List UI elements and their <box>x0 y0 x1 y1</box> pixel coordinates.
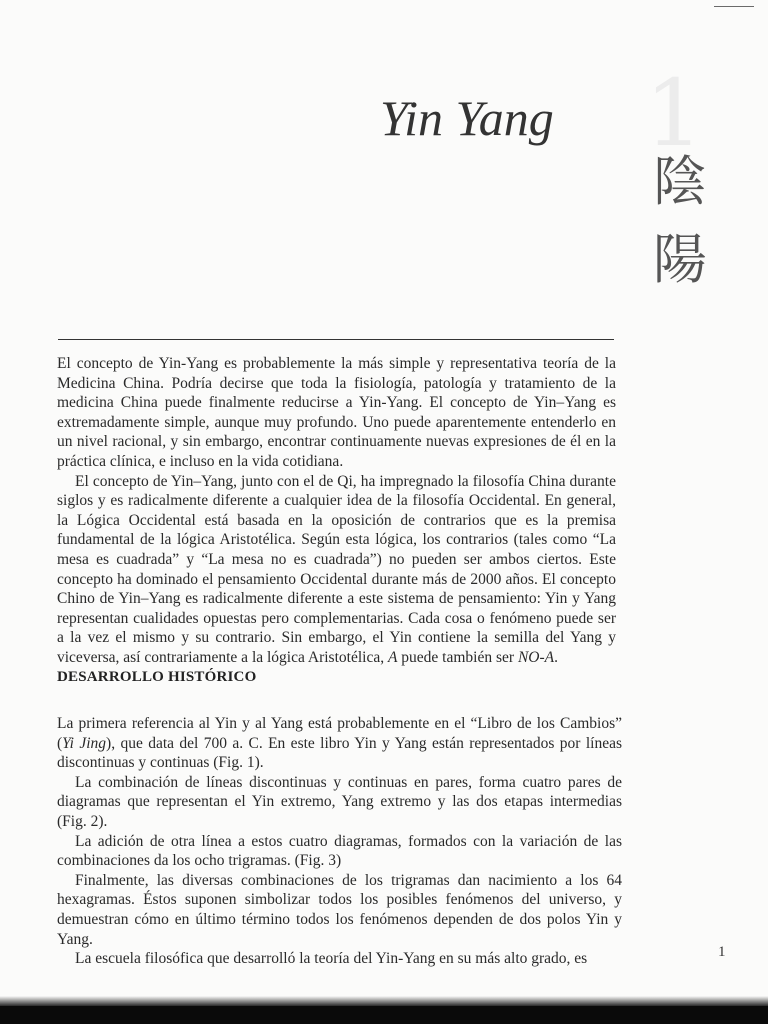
history-paragraph-5: La escuela filosófica que desarrolló la teoría del Yin-Yang en su más alto grado, es <box>75 950 588 968</box>
section-heading: DESARROLLO HISTÓRICO <box>57 669 257 685</box>
intro-paragraph-2-text: El concepto de Yin–Yang, junto con el de Qi, ha impregnado la filosofía China durante siglos y es radicalmente diferente a cualquier idea de la filosofía Occidental. En general, la Lógica Occidental está basada en la oposición de contrarios que es la premisa fundamental de la lógica Aristotélica. Según esta lógica, los contrarios (tales como “La mesa es cuadrada” y “La mesa no es cuadrada”) no pueden ser ambos ciertos. Este concepto ha dominado el pensamiento Occidental durante más de 2000 años. El concepto Chino de Yin–Yang es radicalmente diferente a este sistema de pensamiento: Yin y Yang representan cualidades opuestas pero complementarias. Cada cosa o fenómeno puede ser a la vez el mismo y su contrario. Sin embargo, el Yin contiene la semilla del Yang y viceversa, así contrariamente a la lógica Aristotélica, <box>57 472 616 666</box>
history-paragraph-2: La combinación de líneas discontinuas y continuas en pares, forma cuatro pares de diagramas que representan el Yin extremo, Yang extremo y las dos etapas intermedias (Fig. 2). <box>57 773 622 830</box>
scan-bottom-edge <box>0 1006 768 1024</box>
scan-corner-mark <box>714 6 754 7</box>
history-p1-end: ), que data del 700 a. C. En este libro Yin y Yang están representados por líneas discontinuas y continuas (Fig. 1). <box>57 734 623 772</box>
chapter-title: Yin Yang <box>380 90 554 146</box>
history-text <box>57 714 622 969</box>
intro-middle: puede también ser <box>397 648 518 666</box>
intro-end: . <box>554 648 558 666</box>
scan-shadow <box>0 996 768 1006</box>
page-number: 1 <box>718 944 726 960</box>
intro-paragraph-2 <box>57 472 616 668</box>
history-paragraph-3: La adición de otra línea a estos cuatro diagramas, formados con la variación de las combinaciones da los ocho trigramas. (Fig. 3) <box>57 832 622 870</box>
intro-text <box>57 354 616 668</box>
history-paragraph-1 <box>57 714 622 773</box>
intro-a: A <box>387 648 398 666</box>
intro-paragraph-1: El concepto de Yin-Yang es probablemente la más simple y representativa teoría de la Medicina China. Podría decirse que toda la fisiología, patología y tratamiento de la medicina China puede finalmente reducirse a Yin-Yang. El concepto de Yin–Yang es extremadamente simple, aunque muy profundo. Uno puede aparentemente entenderlo en un nivel racional, y sin embargo, encontrar continuamente nuevas expresiones de él en la práctica clínica, e incluso en la vida cotidiana. <box>57 355 616 470</box>
history-book-title: Yi Jing <box>62 734 107 752</box>
chapter-number: 1 <box>644 60 704 167</box>
kanji-yin: 陰 <box>653 150 707 213</box>
history-p1-start: La primera referencia al Yin y al Yang está probablemente en el “Libro de los Cambios” ( <box>57 715 622 752</box>
kanji-yang: 陽 <box>653 228 707 291</box>
title-divider <box>58 339 614 340</box>
intro-no-a: NO-A <box>517 648 555 666</box>
history-paragraph-4: Finalmente, las diversas combinaciones de los trigramas dan nacimiento a los 64 hexagramas. Éstos suponen simbolizar todos los posibles fenómenos del universo, y demuestran cómo en último término todos los fenómenos dependen de dos polos Yin y Yang. <box>57 871 622 948</box>
